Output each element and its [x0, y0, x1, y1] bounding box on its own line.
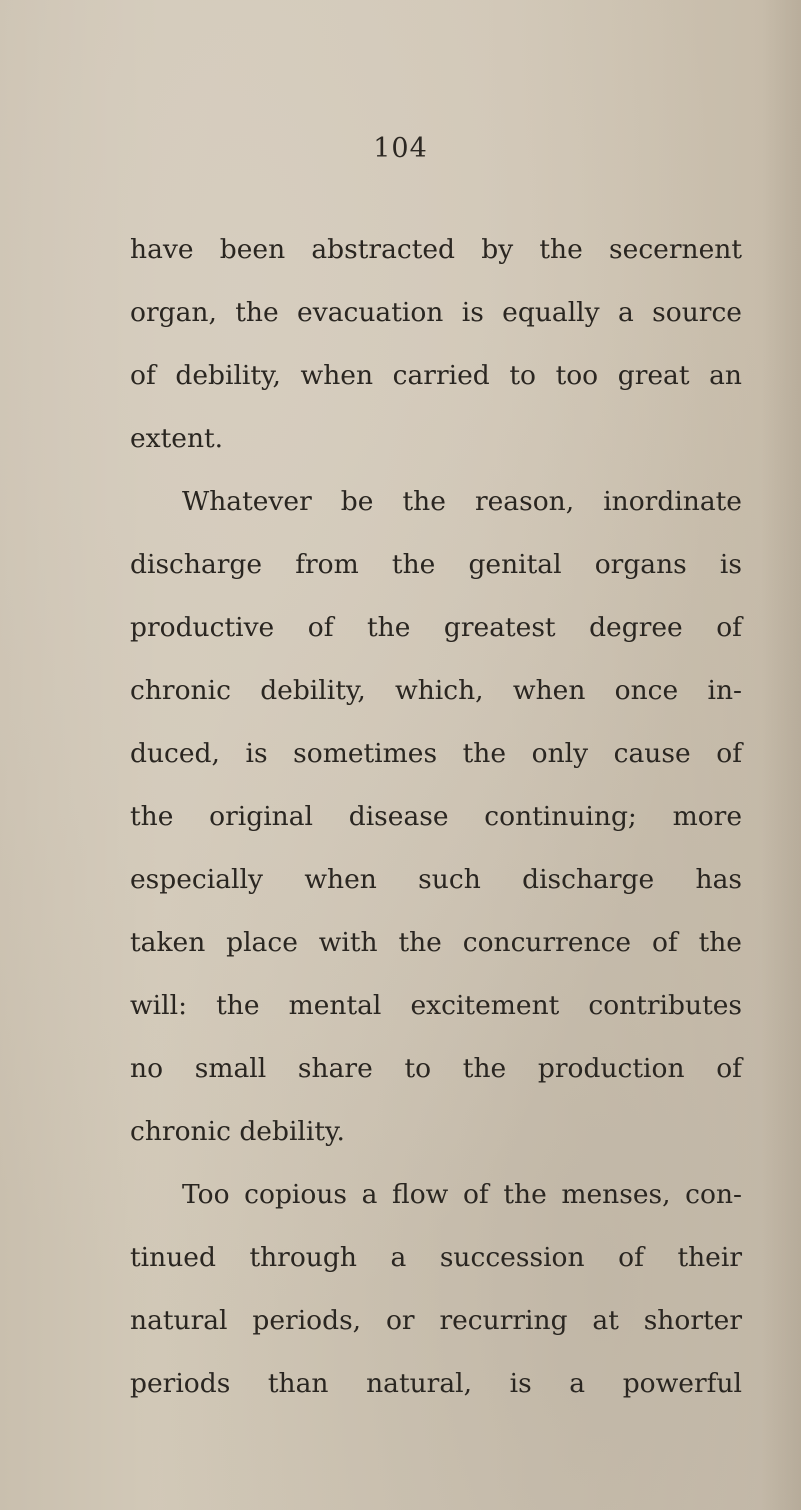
paragraph-end-line: extent. [130, 423, 224, 454]
text-line: duced, is sometimes the only cause of [130, 738, 742, 769]
paragraph-end-line: chronic debility. [130, 1116, 345, 1147]
text-line: chronic debility, which, when once in- [130, 675, 742, 706]
text-line: natural periods, or recurring at shorter [130, 1305, 742, 1336]
text-line: organ, the evacuation is equally a source [130, 297, 742, 328]
paragraph-start-line: Too copious a flow of the menses, con- [182, 1179, 742, 1210]
text-line: discharge from the genital organs is [130, 549, 742, 580]
body-text [130, 218, 742, 1415]
text-line: productive of the greatest degree of [130, 612, 742, 643]
page-number: 104 [373, 133, 428, 164]
text-line: the original disease continuing; more [130, 801, 742, 832]
text-line: periods than natural, is a powerful [130, 1368, 742, 1399]
paragraph-start-line: Whatever be the reason, inordinate [182, 486, 742, 517]
text-line: have been abstracted by the secernent [130, 234, 742, 265]
text-line: of debility, when carried to too great an [130, 360, 742, 391]
text-line: will: the mental excitement contributes [130, 990, 742, 1021]
text-line: tinued through a succession of their [130, 1242, 742, 1273]
text-line: taken place with the concurrence of the [130, 927, 742, 958]
text-line: no small share to the production of [130, 1053, 742, 1084]
text-line: especially when such discharge has [130, 864, 742, 895]
